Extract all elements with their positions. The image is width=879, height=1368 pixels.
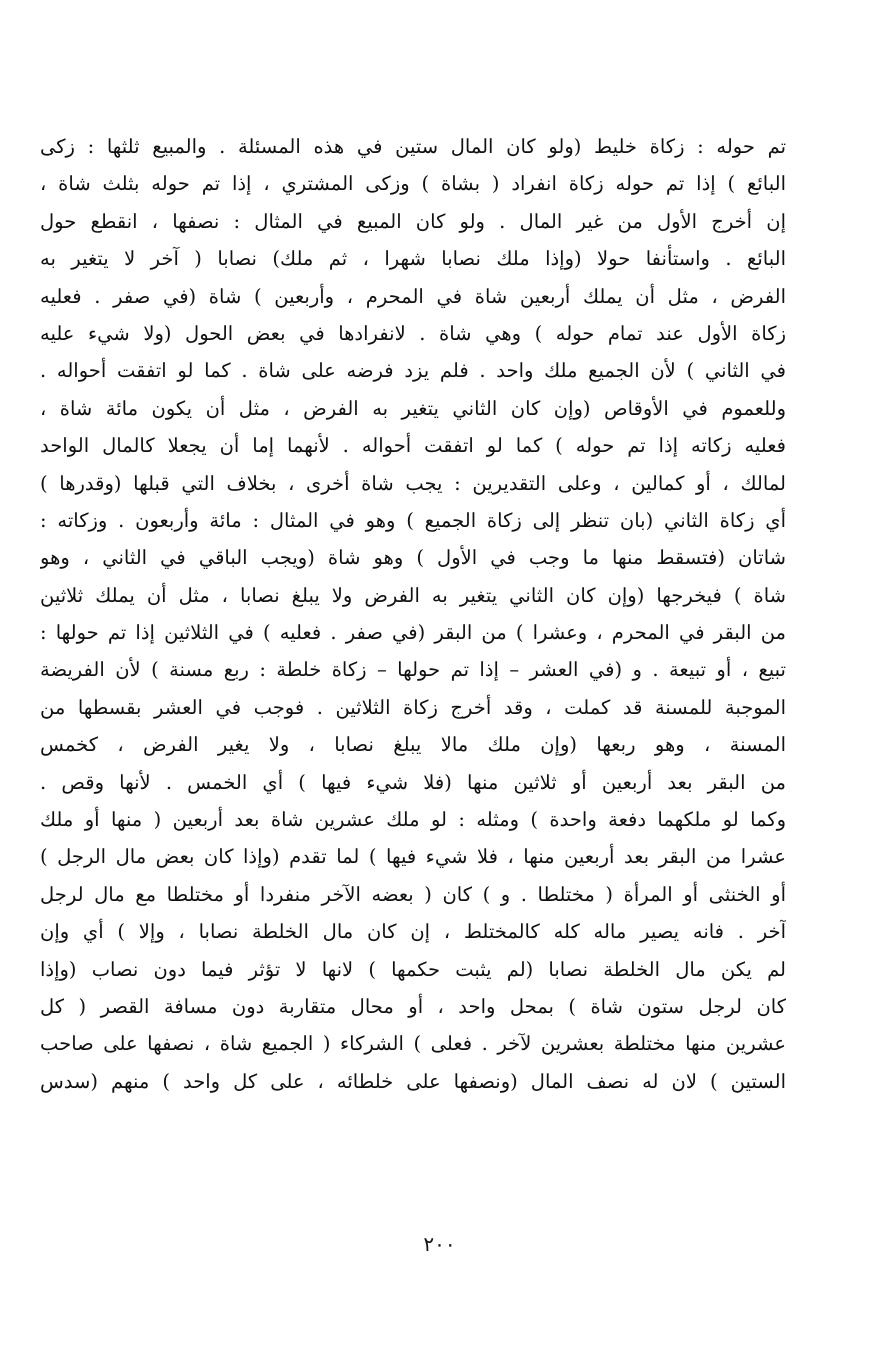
text-line: تبيع ، أو تبيعة . و (في العشر – إذا تم حولها – زكاة خلطة : ربع مسنة ) لأن الفريضة: [40, 658, 786, 682]
text-line: الفرض ، مثل أن يملك أربعين شاة في المحرم ، وأربعين ) شاة (في صفر . فعليه: [40, 284, 786, 308]
text-line: عشرا من البقر بعد أربعين منها ، فلا شيء فيها ) لما تقدم (وإذا كان بعض مال الرجل ): [40, 845, 786, 869]
text-line: أي زكاة الثاني (بان تنظر إلى زكاة الجميع ) وهو في المثال : مائة وأربعون . وزكاته :: [40, 508, 786, 532]
text-line: من البقر بعد أربعين أو ثلاثين منها (فلا شيء فيها ) أي الخمس . لأنها وقص .: [40, 770, 786, 794]
text-line: شاتان (فتسقط منها ما وجب في الأول ) وهو شاة (ويجب الباقي في الثاني ، وهو: [40, 546, 786, 570]
text-line: عشرين منها مختلطة بعشرين لآخر . فعلى ) الشركاء ( الجميع شاة ، نصفها على صاحب: [40, 1032, 786, 1056]
text-line: الموجبة للمسنة قد كملت ، وقد أخرج زكاة الثلاثين . فوجب في العشر بقسطها من: [40, 695, 786, 719]
text-line: لم يكن مال الخلطة نصابا (لم يثبت حكمها ) لانها لا تؤثر فيما دون نصاب (وإذا: [40, 957, 786, 981]
text-line: فعليه زكاته إذا تم حوله ) كما لو اتفقت أحواله . لأنهما إما أن يجعلا كالمال الواحد: [40, 434, 786, 458]
text-line: شاة ) فيخرجها (وإن كان الثاني يتغير به الفرض ولا يبلغ نصابا ، مثل أن يملك ثلاثين: [40, 583, 786, 607]
text-line: وللعموم في الأوقاص (وإن كان الثاني يتغير به الفرض ، مثل أن يكون مائة شاة ،: [40, 396, 786, 420]
text-line: من البقر في المحرم ، وعشرا ) من البقر (في صفر . فعليه ) في الثلاثين إذا تم حولها :: [40, 621, 786, 645]
text-line: أو الخنثى أو المرأة ( مختلطا . و ) كان ( بعضه الآخر منفردا أو مختلطا مع مال لرجل: [40, 882, 786, 906]
text-line: إن أخرج الأول من غير المال . ولو كان المبيع في المثال : نصفها ، انقطع حول: [40, 209, 786, 233]
text-line: البائع ) إذا تم حوله زكاة انفراد ( بشاة ) وزكى المشتري ، إذا تم حوله بثلث شاة ،: [40, 172, 786, 196]
text-line: آخر . فانه يصير ماله كله كالمختلط ، إن كان مال الخلطة نصابا ، وإلا ) أي وإن: [40, 920, 786, 944]
text-line: لمالك ، أو كمالين ، وعلى التقديرين : يجب شاة أخرى ، بخلاف التي قبلها (وقدرها ): [40, 471, 786, 495]
text-line: زكاة الأول عند تمام حوله ) وهي شاة . لانفرادها في بعض الحول (ولا شيء عليه: [40, 321, 786, 345]
text-line: المسنة ، وهو ربعها (وإن ملك مالا يبلغ نصابا ، ولا يغير الفرض ، كخمس: [40, 733, 786, 757]
page-number: ٢٠٠: [423, 1232, 456, 1256]
text-line: في الثاني ) لأن الجميع ملك واحد . فلم يزد فرضه على شاة . كما لو اتفقت أحواله .: [40, 359, 786, 383]
text-line: وكما لو ملكهما دفعة واحدة ) ومثله : لو ملك عشرين شاة بعد أربعين ( منها أو ملك: [40, 808, 786, 832]
text-line: الستين ) لان له نصف المال (ونصفها على خلطائه ، على كل واحد ) منهم (سدس: [40, 1069, 786, 1093]
text-line: البائع . واستأنفا حولا (وإذا ملك نصابا شهرا ، ثم ملك) نصابا ( آخر لا يتغير به: [40, 247, 786, 271]
body-text: [40, 128, 786, 1100]
text-line: تم حوله : زكاة خليط (ولو كان المال ستين في هذه المسئلة . والمبيع ثلثها : زكى: [40, 135, 786, 158]
text-line: كان لرجل ستون شاة ) بمحل واحد ، أو محال متقاربة دون مسافة القصر ( كل: [40, 994, 786, 1018]
